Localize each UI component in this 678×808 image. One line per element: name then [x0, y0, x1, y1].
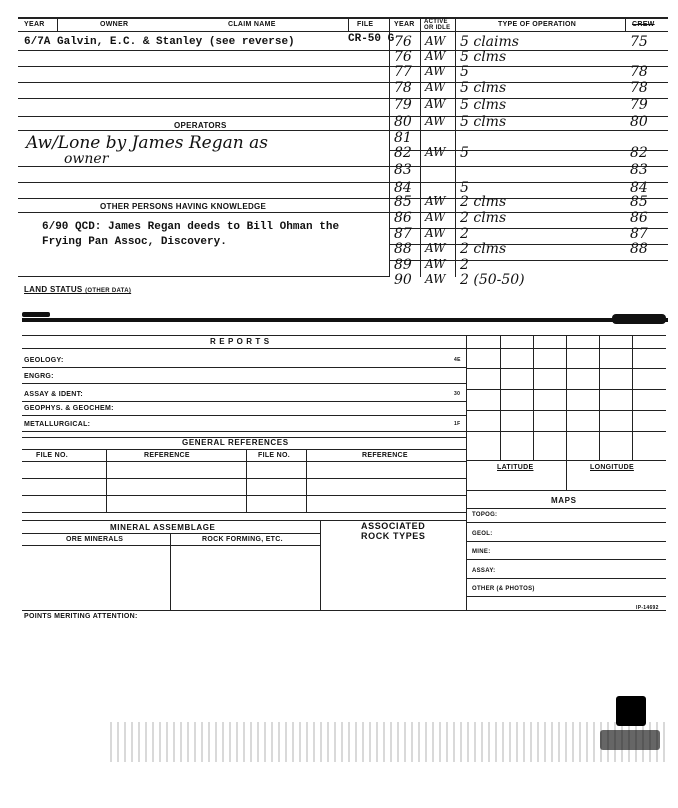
land-status-label: LAND STATUS (OTHER DATA) — [24, 285, 132, 294]
log-operation: 2 clms — [460, 194, 507, 210]
file-number: CR-50 G — [348, 33, 395, 45]
header-active-idle: ACTIVE OR IDLE — [424, 19, 451, 31]
log-year: 82 — [394, 145, 412, 161]
section-divider — [22, 318, 668, 322]
log-year: 76 — [394, 34, 412, 50]
latitude-label: LATITUDE — [497, 464, 534, 471]
other-persons-title: OTHER PERSONS HAVING KNOWLEDGE — [100, 202, 267, 211]
log-operation: 5 — [460, 180, 469, 196]
log-crew: 87 — [630, 226, 648, 242]
log-status: AW — [425, 226, 446, 240]
mineral-assemblage-title: MINERAL ASSEMBLAGE — [110, 523, 216, 532]
header-type-of-operation: TYPE OF OPERATION — [498, 21, 577, 28]
log-status: AW — [425, 194, 446, 208]
log-year: 86 — [394, 210, 412, 226]
other-persons-line-1: 6/90 QCD: James Regan deeds to Bill Ohman the — [42, 221, 340, 233]
log-crew: 79 — [630, 97, 648, 113]
corner-smudge — [616, 696, 646, 726]
report-label: ASSAY & IDENT: — [24, 391, 84, 398]
reference-column-header: FILE NO. — [36, 452, 68, 459]
header-claim-name: CLAIM NAME — [228, 21, 276, 28]
maps-row-label: MINE: — [472, 549, 491, 555]
maps-row-label: TOPOG: — [472, 512, 498, 518]
report-code: 1F — [454, 421, 461, 427]
log-operation: 5 claims — [460, 34, 519, 50]
header-file: FILE — [357, 21, 374, 28]
log-crew: 85 — [630, 194, 648, 210]
log-status: AW — [425, 257, 446, 271]
log-year: 89 — [394, 257, 412, 273]
operators-line-2: owner — [64, 151, 109, 167]
log-crew: 78 — [630, 80, 648, 96]
header-owner: OWNER — [100, 21, 129, 28]
log-operation: 2 clms — [460, 241, 507, 257]
maps-row-label: GEOL: — [472, 531, 493, 537]
log-year: 84 — [394, 180, 412, 196]
log-crew: 78 — [630, 64, 648, 80]
log-operation: 5 — [460, 64, 469, 80]
ore-minerals-label: ORE MINERALS — [66, 536, 124, 543]
associated-rock-types-2: ROCK TYPES — [361, 531, 426, 541]
log-operation: 2 — [460, 226, 469, 242]
reports-title: R E P O R T S — [210, 337, 270, 346]
owner-entry: 6/7A Galvin, E.C. & Stanley (see reverse) — [24, 36, 295, 48]
reference-column-header: REFERENCE — [144, 452, 190, 459]
reference-column-header: REFERENCE — [362, 452, 408, 459]
maps-row-label: ASSAY: — [472, 568, 496, 574]
log-year: 90 — [394, 272, 412, 288]
log-status: AW — [425, 64, 446, 78]
report-label: METALLURGICAL: — [24, 421, 91, 428]
log-operation: 2 (50-50) — [460, 272, 525, 288]
log-year: 87 — [394, 226, 412, 242]
log-status: AW — [425, 210, 446, 224]
header-crew: CREW — [632, 21, 655, 28]
log-operation: 2 — [460, 257, 469, 273]
log-year: 81 — [394, 130, 412, 146]
log-status: AW — [425, 80, 446, 94]
associated-rock-types-1: ASSOCIATED — [361, 521, 426, 531]
log-status: AW — [425, 49, 446, 63]
log-crew: 80 — [630, 114, 648, 130]
log-status: AW — [425, 145, 446, 159]
log-operation: 5 clms — [460, 49, 507, 65]
log-crew: 88 — [630, 241, 648, 257]
log-crew: 86 — [630, 210, 648, 226]
report-code: 30 — [454, 391, 461, 397]
log-operation: 5 — [460, 145, 469, 161]
operators-title: OPERATORS — [174, 121, 227, 130]
maps-row-label: OTHER (& PHOTOS) — [472, 586, 535, 592]
log-year: 76 — [394, 49, 412, 65]
log-year: 85 — [394, 194, 412, 210]
log-crew: 82 — [630, 145, 648, 161]
header-year: YEAR — [24, 21, 45, 28]
log-status: AW — [425, 114, 446, 128]
maps-title: MAPS — [551, 496, 577, 505]
operators-line-1: Aw/Lone by James Regan as — [26, 133, 268, 153]
log-crew: 84 — [630, 180, 648, 196]
log-status: AW — [425, 241, 446, 255]
report-label: GEOLOGY: — [24, 357, 64, 364]
log-status: AW — [425, 97, 446, 111]
log-operation: 2 clms — [460, 210, 507, 226]
other-persons-line-2: Frying Pan Assoc, Discovery. — [42, 236, 227, 248]
form-number: IP-14692 — [636, 605, 659, 611]
report-code: 4E — [454, 357, 461, 363]
log-year: 77 — [394, 64, 412, 80]
general-references-title: GENERAL REFERENCES — [182, 438, 289, 447]
rock-forming-label: ROCK FORMING, ETC. — [202, 536, 283, 543]
log-status: AW — [425, 272, 446, 286]
log-year: 79 — [394, 97, 412, 113]
edge-mark — [22, 312, 50, 317]
log-crew: 75 — [630, 34, 648, 50]
corner-smudge-2 — [600, 730, 660, 750]
report-label: ENGRG: — [24, 373, 54, 380]
scan-noise — [110, 722, 670, 762]
log-year: 83 — [394, 162, 412, 178]
section-divider-tip — [612, 314, 666, 324]
log-operation: 5 clms — [460, 80, 507, 96]
log-operation: 5 clms — [460, 97, 507, 113]
longitude-label: LONGITUDE — [590, 464, 634, 471]
points-meriting-attention: POINTS MERITING ATTENTION: — [24, 613, 138, 620]
report-label: GEOPHYS. & GEOCHEM: — [24, 405, 114, 412]
reference-column-header: FILE NO. — [258, 452, 290, 459]
log-status: AW — [425, 34, 446, 48]
log-crew: 83 — [630, 162, 648, 178]
log-year: 80 — [394, 114, 412, 130]
log-year: 88 — [394, 241, 412, 257]
log-operation: 5 clms — [460, 114, 507, 130]
log-year: 78 — [394, 80, 412, 96]
header-year-2: YEAR — [394, 21, 415, 28]
